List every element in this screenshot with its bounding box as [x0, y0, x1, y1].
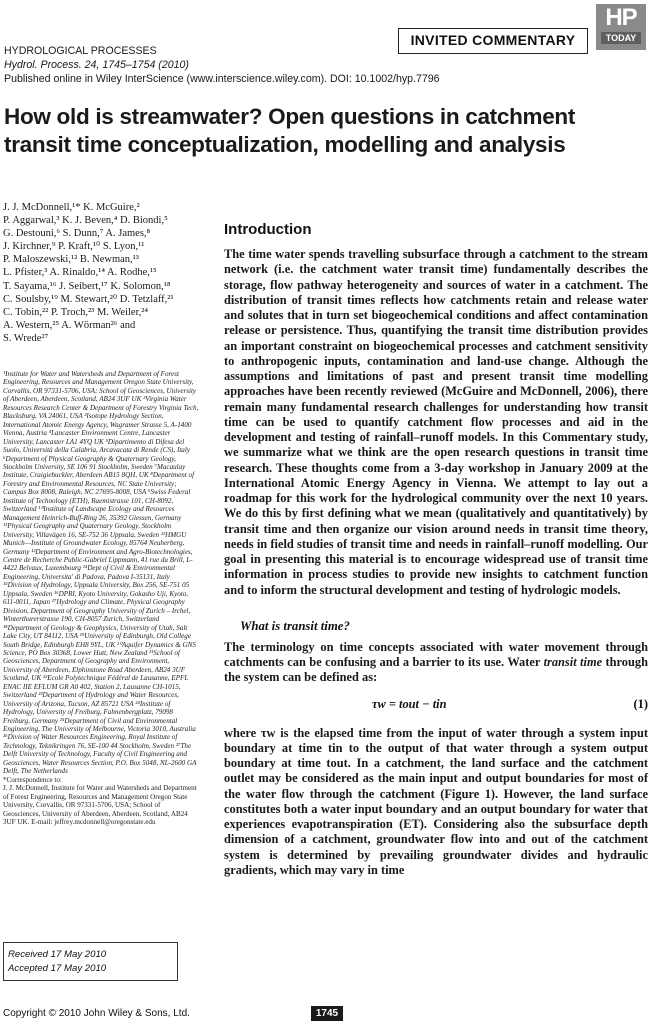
affiliations-block [3, 370, 199, 826]
equation-expression: τw = tout − tin [372, 696, 447, 711]
author-line: L. Pfister,³ A. Rinaldo,¹⁴ A. Rodhe,¹⁵ [3, 267, 157, 279]
article-type-label: INVITED COMMENTARY [398, 28, 588, 54]
author-list [3, 201, 199, 345]
main-text-column [224, 220, 648, 878]
author-line: A. Western,²⁵ A. Wörman²⁶ and [3, 319, 136, 331]
affiliations-text: ¹Institute for Water and Watersheds and Department of Forest Engineering, Resources and Management Oregon State University, Corvallis, OR 97331-5706, USA; School of Geosciences, University of Aberdeen, Aberdeen, Scotland, AB24 3UF UK ²Virginia Water Resources Research Center & Department of Forestry Virginia Tech, Blacksburg, VA 24061, USA ³Isotope Hydrology Section, International Atomic Energy Agency, Wagramer Strasse 5, A-1400 Vienna, Austria ⁴Lancaster Environment Centre, Lancaster University, Lancaster LA1 4YQ UK ⁵Dipartimento di Difesa del Suolo, Università della Calabria, Arcavacata di Rende (CS), Italy ⁶Department of Physical Geography & Quaternary Geology, Stockholm University, SE 106 91 Stockholm, Sweden ⁷Macaulay Institute, Craigiebuckler, Aberdeen AB15 8QH, UK ⁸Department of Forestry and Environmental Resources, NC State University; Campus Box 8008, Raleigh, NC 27695-8008, USA ⁹Swiss Federal Institute of Technology (ETH), Raemistrasse 101, CH-8092, Switzerland ¹⁰Institute of Landscape Ecology and Resources Management Heinrich-Buff-Ring 26, 35392 Giessen, Germany ¹¹Physical Geography and Quaternary Geology, Stockholm University, Villavägen 16, SE-752 36 Uppsala, Sweden ¹²HMGU Munich—Institute of Groundwater Ecology, 85764 Neuherberg, Germany ¹³Department of Environment and Agro-Biotechnologies, Centre de Recherche Public-Gabriel Lippmann, 41 rue du Brill, L-4422 Belvaux, Luxembourg ¹⁴Dept of Civil & Environmental Engineering, Universita' di Padova, Padova I-35131, Italy ¹⁵Division of Hydrology, Uppsala University, Box 256, SE-751 05 Uppsala, Sweden ¹⁶DPRI, Kyoto University, Gokasho Uji, Kyoto, 611-0011, Japan ¹⁷Hydrology and Climate, Physical Geography Division, Department of Geography University of Zurich – Irchel, Winterthurerstrasse 190, CH-8057 Zurich, Switzerland ¹⁸Department of Geology & Geophysics, University of Utah, Salt Lake City, UT 84112, USA ¹⁹University of Edinburgh, Old College South Bridge, Edinburgh EH8 9YL, UK ²⁰Aquifer Dynamics & GNS Science, PO Box 30368, Lower Hutt, New Zealand ²¹School of Geosciences, Department of Geography and Environment, University of Aberdeen, Elphinstone Road Aberdeen, AB24 3UF Scotland, UK ²²Ecole Polytechnique Fédéral de Lausanne, EPFL ENAC IIE EFLUM GR A0 402, Station 2, Lausanne CH-1015, Switzerland ²³Department of Hydrology and Water Resources, University of Arizona, Tucson, AZ 85721 USA ²⁴Institute of Hydrology, University of Freiburg, Fahnenbergplatz, 79098 Freiburg, Germany ²⁵Department of Civil and Environmental Engineering, The University of Melbourne, Victoria 3010, Australia ²⁶Division of Water Resources Engineering, Royal Institute of Technology, Teknikringen 76, SE-100 44 Stockholm, Sweden ²⁷The Delft University of Technology, Faculty of Civil Engineering and Geosciences, Water Resources Section, P.O. Box 5048, NL-2600 GA Delft, The Netherlands [3, 370, 199, 776]
article-title: How old is streamwater? Open questions in catchment transit time conceptualization, modelling and analysis [4, 104, 576, 157]
received-accepted-box [3, 942, 178, 981]
transit-time-paragraph [224, 640, 648, 686]
journal-citation: Hydrol. Process. 24, 1745–1754 (2010) [4, 59, 189, 71]
para-text-before: The terminology on time concepts associated with water movement through catchments can be confusing and a barrier to its use. Water [224, 639, 648, 669]
logo-today-text: TODAY [601, 32, 641, 44]
author-line: J. J. McDonnell,¹* K. McGuire,² [3, 202, 140, 213]
logo-hp-text: HP [605, 4, 637, 31]
received-date: Received 17 May 2010 [8, 949, 107, 960]
copyright-footer: Copyright © 2010 John Wiley & Sons, Ltd. [3, 1008, 190, 1019]
author-line: P. Aggarwal,³ K. J. Beven,⁴ D. Biondi,⁵ [3, 215, 168, 227]
equation-number: (1) [633, 696, 648, 711]
introduction-heading: Introduction [224, 221, 312, 238]
author-line: C. Tobin,²² P. Troch,²³ M. Weiler,²⁴ [3, 306, 149, 318]
transit-time-heading: What is transit time? [240, 618, 350, 633]
introduction-paragraph: The time water spends travelling subsurface through a catchment to the stream network (i.e. the catchment water transit time) fundamentally describes the storage, flow pathway heterogeneity and sources of water in a catchment. The distribution of transit times reflects how catchments retain and release water and solutes that in turn set biogeochemical conditions and affect contamination release or persistence. Thus, quantifying the transit time distribution provides an important constraint on biogeochemical processes and catchment sensitivity to anthropogenic inputs, contamination and land-use change. Although the assumptions and limitations of past and present transit time modelling approaches have been recently reviewed (McGuire and McDonnell, 2006), there remain many fundamental research challenges for understanding how transit time can be used to quantify catchment flow processes and aid in the development and testing of rainfall–runoff models. In this Commentary study, we summarize what we think are the open research questions in transit time research. These thoughts come from a 3-day workshop in January 2009 at the International Atomic Energy Agency in Vienna. We attempt to lay out a roadmap for this work for the hydrological community over the next 10 years. We do this by first defining what we mean (qualitatively and quantitatively) by transit time and then organize our vision around needs in transit time theory, needs in field studies of transit time and needs in rainfall–runoff modelling. Our goal in presenting this material is to encourage widespread use of transit time information in process studies to provide new insights to catchment function and to inform the structural development and testing of hydrologic models. [224, 247, 648, 597]
correspondence-text: J. J. McDonnell, Institute for Water and Watersheds and Department of Forest Engineering, Resources and Management Oregon State University, Corvallis, OR 97331-5706, USA; School of Geosciences, University of Aberdeen, Aberdeen, Scotland, AB24 3UF UK. E-mail: jeffrey.mcdonnell@oregonstate.edu [3, 784, 197, 827]
para-text-after: through the system can be defined as: [224, 655, 648, 685]
journal-name: HYDROLOGICAL PROCESSES [4, 45, 157, 57]
author-line: S. Wrede²⁷ [3, 332, 49, 344]
accepted-date: Accepted 17 May 2010 [8, 963, 107, 974]
italic-term: transit time [543, 655, 603, 669]
equation-1 [224, 696, 648, 712]
hp-today-logo [596, 4, 646, 50]
author-line: T. Sayama,¹⁶ J. Seibert,¹⁷ K. Solomon,¹⁸ [3, 280, 171, 292]
author-line: G. Destouni,⁶ S. Dunn,⁷ A. James,⁸ [3, 228, 151, 240]
author-line: C. Soulsby,¹⁹ M. Stewart,²⁰ D. Tetzlaff,²¹ [3, 293, 174, 305]
author-line: J. Kirchner,⁹ P. Kraft,¹⁰ S. Lyon,¹¹ [3, 241, 145, 253]
definition-paragraph: where τw is the elapsed time from the input of water through a system input boundary at time tin to the output of that water through a system output boundary at time tout. In a catchment, the land surface and the catchment outlet may be considered as the main input and output boundaries for most of the water flow through the catchment (Figure 1). However, the land surface constitutes both a water input boundary and an output boundary for water that experiences evapotranspiration (ET). Considering also the subsurface depth dimension of a catchment, groundwater flow into and out of the catchment system is determined by prevailing groundwater divides and hydraulic gradients, which may vary in time [224, 725, 648, 877]
journal-header [4, 44, 440, 86]
correspondence-label: *Correspondence to: [3, 775, 62, 784]
publication-info: Published online in Wiley InterScience (www.interscience.wiley.com). DOI: 10.1002/hyp.7796 [4, 73, 440, 85]
page-number: 1745 [311, 1006, 343, 1021]
author-line: P. Maloszewski,¹² B. Newman,¹³ [3, 254, 139, 266]
